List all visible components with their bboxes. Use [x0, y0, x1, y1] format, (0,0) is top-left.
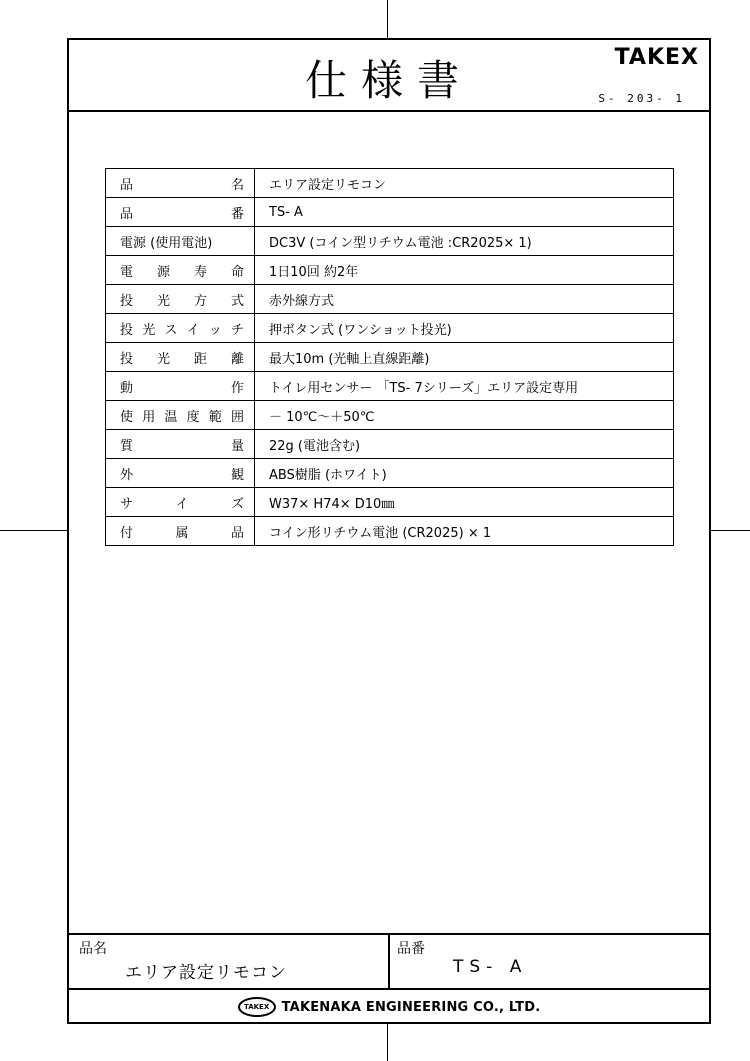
- company-bar: [69, 990, 709, 1024]
- spec-row: [106, 343, 674, 372]
- spec-value: DC3V (コイン型リチウム電池 :CR2025× 1): [255, 227, 674, 256]
- spec-value: コイン形リチウム電池 (CR2025) × 1: [255, 517, 674, 546]
- spec-value: ABS樹脂 (ホワイト): [255, 459, 674, 488]
- spec-label: 品 名: [120, 177, 244, 193]
- document-frame: [67, 38, 711, 1024]
- spec-row: [106, 227, 674, 256]
- spec-label: 投 光 距 離: [120, 351, 244, 367]
- spec-label-cell: [106, 198, 255, 227]
- spec-label-cell: [106, 256, 255, 285]
- spec-label: サ イ ズ: [120, 496, 244, 512]
- spec-label-cell: [106, 430, 255, 459]
- footer-number-label: 品番: [397, 941, 425, 957]
- spec-label: 外 観: [120, 467, 244, 483]
- spec-label-cell: [106, 314, 255, 343]
- spec-row: [106, 459, 674, 488]
- spec-row: [106, 372, 674, 401]
- document-title: 仕様書: [304, 56, 473, 105]
- spec-label-cell: [106, 459, 255, 488]
- footer-name-label: 品名: [79, 941, 107, 957]
- spec-label: 電源 (使用電池): [120, 235, 213, 251]
- spec-label: 投 光 方 式: [120, 293, 244, 309]
- spec-value: TS- A: [255, 198, 674, 227]
- spec-row: [106, 314, 674, 343]
- spec-row: [106, 256, 674, 285]
- crop-mark-bottom: [387, 1024, 388, 1061]
- header-divider: [69, 110, 709, 112]
- spec-label: 動 作: [120, 380, 244, 396]
- crop-mark-top: [387, 0, 388, 38]
- spec-table: [105, 168, 674, 546]
- spec-row: [106, 401, 674, 430]
- company-logo: [238, 997, 276, 1017]
- company-logo-text: TAKEX: [243, 1003, 270, 1011]
- spec-label-cell: [106, 227, 255, 256]
- crop-mark-right: [711, 530, 750, 531]
- spec-value: エリア設定リモコン: [255, 169, 674, 198]
- spec-value: トイレ用センサー 「TS- 7シリーズ」エリア設定専用: [255, 372, 674, 401]
- spec-label-cell: [106, 401, 255, 430]
- spec-value: W37× H74× D10㎜: [255, 488, 674, 517]
- spec-label-cell: [106, 285, 255, 314]
- spec-value: 最大10m (光軸上直線距離): [255, 343, 674, 372]
- spec-label: 付 属 品: [120, 525, 244, 541]
- spec-row: [106, 169, 674, 198]
- spec-label-cell: [106, 343, 255, 372]
- spec-value: 押ボタン式 (ワンショット投光): [255, 314, 674, 343]
- spec-label: 使 用 温 度 範 囲: [120, 409, 244, 425]
- spec-value: － 10℃～＋50℃: [255, 401, 674, 430]
- spec-label: 投 光 ス イ ッ チ: [120, 322, 244, 338]
- footer-divider-vertical: [388, 933, 390, 989]
- spec-row: [106, 430, 674, 459]
- spec-label: 品 番: [120, 206, 244, 222]
- brand-logo: TAKEX: [614, 45, 699, 70]
- spec-row: [106, 517, 674, 546]
- spec-label-cell: [106, 517, 255, 546]
- company-name: TAKENAKA ENGINEERING CO., LTD.: [281, 999, 541, 1015]
- spec-label-cell: [106, 372, 255, 401]
- spec-label: 質 量: [120, 438, 244, 454]
- spec-row: [106, 198, 674, 227]
- footer-number-value: TS- A: [453, 957, 528, 977]
- spec-value: 1日10回 約2年: [255, 256, 674, 285]
- spec-label: 電 源 寿 命: [120, 264, 244, 280]
- spec-value: 22g (電池含む): [255, 430, 674, 459]
- document-number: S- 203- 1: [598, 92, 685, 105]
- spec-label-cell: [106, 488, 255, 517]
- crop-mark-left: [0, 530, 67, 531]
- spec-value: 赤外線方式: [255, 285, 674, 314]
- spec-row: [106, 488, 674, 517]
- footer-name-value: エリア設定リモコン: [125, 963, 287, 983]
- spec-row: [106, 285, 674, 314]
- spec-label-cell: [106, 169, 255, 198]
